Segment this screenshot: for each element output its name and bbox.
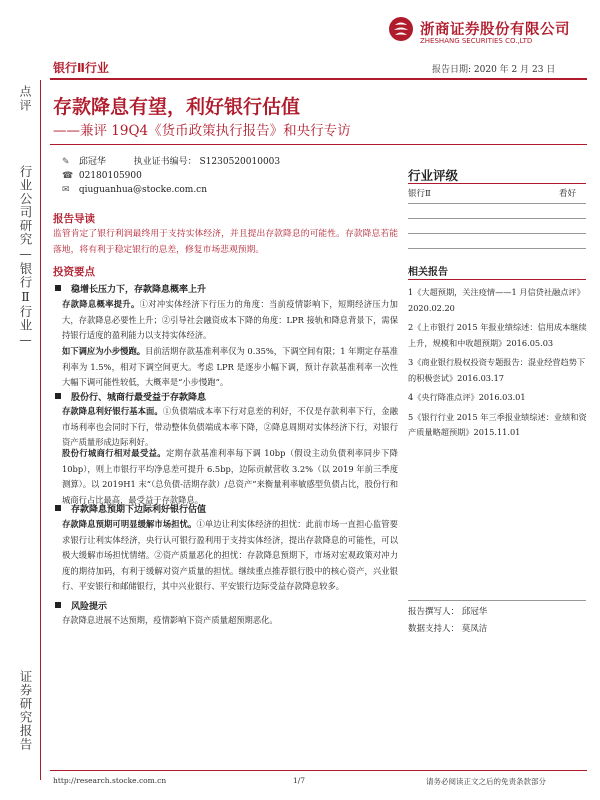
- phone-row: [62, 169, 280, 183]
- related-report-item[interactable]: 2《上市银行 2015 年报业绩综述：信用成本继续上升，规模和中收超预期》2016.05.03: [408, 322, 587, 348]
- investment-points-title: 投资要点: [53, 266, 95, 278]
- company-name-cn: 浙商证券股份有限公司: [420, 22, 570, 38]
- contact-rule: [408, 600, 586, 601]
- paragraph-lead: 存款降息预期可明显缓解市场担忧。: [62, 519, 197, 529]
- analyst-row: [62, 155, 280, 169]
- paragraph-lead: 存款降息利好银行基本面。: [62, 406, 163, 416]
- paragraph-lead: 存款降息概率提升。: [62, 299, 140, 309]
- guide-title: 报告导读: [53, 213, 95, 225]
- rating-sector: 银行Ⅱ: [408, 189, 431, 199]
- rating-row: [408, 187, 586, 199]
- footer-disclaimer: 请务必阅读正文之后的免责条款部分: [426, 777, 546, 786]
- related-report-item[interactable]: 1《大超预期，关注疫情——1 月信贷社融点评》2020.02.20: [408, 287, 585, 313]
- data-support: 数据支持人： 莫凤洁: [408, 624, 488, 634]
- footer-url[interactable]: http://research.stocke.com.cn: [53, 776, 167, 785]
- related-rule: [408, 279, 586, 280]
- cert-label: 执业证书编号：: [133, 157, 197, 167]
- side-label-review: 点评: [18, 85, 32, 113]
- side-rule: [40, 80, 41, 780]
- side-label-report: 证券研究报告: [18, 670, 33, 751]
- guide-text: 监管肯定了银行利润最终用于支持实体经济，并且提出存款降息的可能性。存款降息若能落地，将有利于稳定银行的息差，修复市场悲观预期。: [53, 229, 398, 255]
- email-icon: ✉: [62, 185, 70, 195]
- analyst-info: [62, 155, 280, 197]
- related-report-item[interactable]: 3《商业银行股权投资专题报告：混业经营趋势下的积极尝试》2016.03.17: [408, 357, 586, 383]
- related-reports-title: 相关报告: [408, 267, 448, 278]
- title-rule: [50, 144, 587, 145]
- related-report-item[interactable]: 4《央行降准点评》2016.03.01: [408, 392, 526, 402]
- contact-info: [408, 604, 487, 638]
- rating-rule: [408, 183, 586, 184]
- paragraph-1b: 如下调应为小步慢跑。目前活期存款基准利率仅为 0.35%，下调空间有限；1 年期定存基准利率为 1.5%，相对下调空间更大。考虑 LPR 是逐步小幅下调，预计存款基准利率一次性大幅下调可能性较低，大概率是“小步慢跑”。: [62, 346, 398, 387]
- square-bullet-icon: [55, 602, 61, 608]
- analyst-email[interactable]: qiuguanhua@stocke.com.cn: [78, 185, 208, 195]
- person-icon: ✎: [62, 157, 70, 167]
- analyst-name: 邱冠华: [78, 157, 106, 167]
- email-row: [62, 183, 280, 197]
- rating-value: 看好: [558, 189, 576, 199]
- related-report-item[interactable]: 5《银行行业 2015 年三季报业绩综述：业绩和资产质量略超预期》2015.11.01: [408, 411, 587, 437]
- page-number: 1/7: [293, 776, 306, 785]
- cert-number: S1230520010003: [199, 157, 281, 167]
- report-title: 存款降息有望，利好银行估值: [53, 96, 301, 118]
- square-bullet-icon: [55, 285, 61, 291]
- report-date-label: 报告日期:: [432, 65, 472, 75]
- related-reports-list: [408, 285, 588, 445]
- header-rule: [50, 78, 587, 80]
- paragraph-3: 存款降息预期可明显缓解市场担忧。①单边让利实体经济的担忧：此前市场一直担心监管要求银行让利实体经济，央行认可银行盈利用于支持实体经济，提出存款降息的可能性，可以极大缓解市场担忧情绪。②资产质量恶化的担忧：存款降息预期下，市场对宏观政策对冲力度的期待加码，有利于缓解对资产质量的担忧。继续重点推荐银行股中的核心资产，兴业银行、平安银行和邮储银行，其中兴业银行、平安银行边际受益存款降息较多。: [62, 519, 398, 591]
- paragraph-1a: 存款降息概率提升。①对冲实体经济下行压力的角度：当前疫情影响下，短期经济压力加大，存款降息必要性上升；②引导社会融资成本下降的角度：LPR 接轨和降息背景下，需保持银行适度的盈利能力以支持实体经济。: [62, 299, 398, 340]
- section-heading-4: 风险提示: [55, 599, 107, 612]
- company-logo: [388, 10, 588, 50]
- phone-icon: ☎: [62, 171, 74, 181]
- square-bullet-icon: [55, 393, 61, 399]
- report-date-value: 2020 年 2 月 23 日: [473, 65, 556, 75]
- report-date: [432, 62, 555, 75]
- analyst-phone: 02180105900: [78, 171, 142, 181]
- paragraph-2a: 存款降息利好银行基本面。①负债端成本率下行对息差的利好，不仅是存款利率下行，金融市场利率也会同时下行，带动整体负债端成本率下降，②降息周期对实体经济下行，对银行资产质量形成边际利好。: [62, 406, 398, 447]
- footer-rule: [50, 770, 587, 771]
- company-name-en: ZHESHANG SECURITIES CO.,LTD: [420, 37, 533, 45]
- section-heading-3: 存款降息预期下边际利好银行估值: [55, 502, 206, 515]
- rating-lines: [408, 203, 586, 263]
- paragraph-lead: 如下调应为小步慢跑。: [62, 346, 146, 356]
- company-logo-icon: [388, 16, 414, 42]
- rating-title: 行业评级: [408, 168, 459, 183]
- paragraph-2b: 股份行城商行相对最受益。定期存款基准利率每下调 10bp（假设主动负债利率同步下降 10bp），则上市银行平均净息差可提升 6.5bp，边际贡献营收 3.2%（以 2019 年前三季度测算）。以 2019H1 末“（总负债-活期存款）/总资产”来衡量利率敏感型负债占比，股份行和城商行占比最高，最受益于存款降息。: [62, 448, 398, 505]
- section-heading-2: 股份行、城商行最受益于存款降息: [55, 390, 206, 403]
- paragraph-lead: 股份行城商行相对最受益。: [62, 448, 166, 458]
- report-writer: 报告撰写人： 邱冠华: [408, 607, 488, 617]
- section-heading-1: 稳增长压力下，存款降息概率上升: [55, 282, 206, 295]
- paragraph-4: 存款降息进展不达预期，疫情影响下资产质量超预期恶化。: [62, 615, 278, 625]
- square-bullet-icon: [55, 505, 61, 511]
- report-subtitle: ——兼评 19Q4《货币政策执行报告》和央行专访: [53, 123, 351, 139]
- side-label-company: 行业公司研究—银行Ⅱ行业—: [18, 165, 33, 348]
- sector-label: 银行Ⅱ行业: [53, 61, 109, 75]
